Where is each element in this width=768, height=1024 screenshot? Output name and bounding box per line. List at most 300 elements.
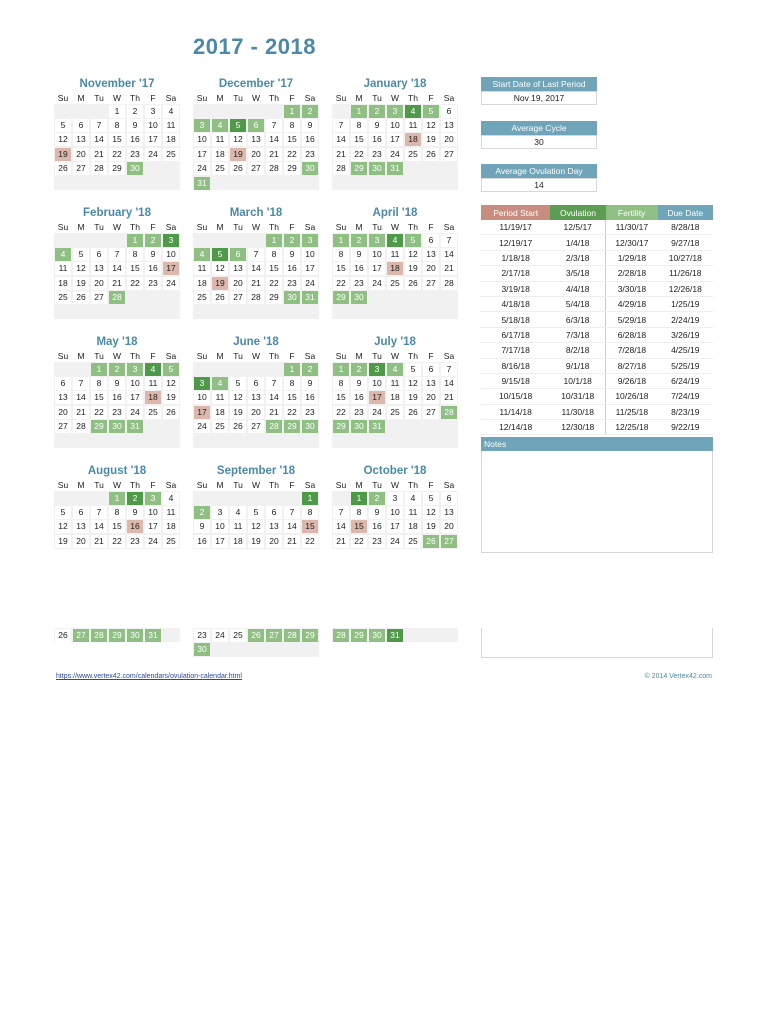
day-cell[interactable]: 20 bbox=[230, 277, 247, 290]
day-cell[interactable]: 30 bbox=[351, 420, 368, 433]
day-cell[interactable]: 28 bbox=[333, 629, 350, 642]
day-cell[interactable]: 19 bbox=[405, 391, 422, 404]
day-cell[interactable]: 28 bbox=[441, 277, 458, 290]
day-cell[interactable]: 15 bbox=[351, 133, 368, 146]
day-cell[interactable]: 23 bbox=[302, 406, 319, 419]
day-cell[interactable]: 27 bbox=[423, 406, 440, 419]
day-cell[interactable]: 23 bbox=[369, 148, 386, 161]
day-cell[interactable]: 23 bbox=[194, 629, 211, 642]
day-cell[interactable]: 18 bbox=[145, 391, 162, 404]
day-cell[interactable]: 6 bbox=[266, 506, 283, 519]
day-cell[interactable]: 9 bbox=[127, 506, 144, 519]
day-cell[interactable]: 25 bbox=[212, 162, 229, 175]
day-cell[interactable]: 10 bbox=[302, 248, 319, 261]
day-cell[interactable]: 4 bbox=[230, 506, 247, 519]
day-cell[interactable]: 4 bbox=[387, 234, 404, 247]
day-cell[interactable]: 1 bbox=[302, 492, 319, 505]
day-cell[interactable]: 14 bbox=[284, 520, 301, 533]
day-cell[interactable]: 25 bbox=[387, 277, 404, 290]
day-cell[interactable]: 22 bbox=[266, 277, 283, 290]
day-cell[interactable]: 15 bbox=[284, 391, 301, 404]
day-cell[interactable]: 1 bbox=[284, 105, 301, 118]
day-cell[interactable]: 9 bbox=[109, 377, 126, 390]
day-cell[interactable]: 8 bbox=[333, 377, 350, 390]
day-cell[interactable]: 15 bbox=[284, 133, 301, 146]
day-cell[interactable]: 18 bbox=[212, 406, 229, 419]
day-cell[interactable]: 19 bbox=[212, 277, 229, 290]
day-cell[interactable]: 5 bbox=[248, 506, 265, 519]
day-cell[interactable]: 13 bbox=[248, 133, 265, 146]
day-cell[interactable]: 22 bbox=[351, 148, 368, 161]
day-cell[interactable]: 6 bbox=[55, 377, 72, 390]
day-cell[interactable]: 20 bbox=[423, 262, 440, 275]
day-cell[interactable]: 23 bbox=[109, 406, 126, 419]
day-cell[interactable]: 21 bbox=[284, 535, 301, 548]
day-cell[interactable]: 21 bbox=[266, 148, 283, 161]
day-cell[interactable]: 27 bbox=[91, 291, 108, 304]
day-cell[interactable]: 19 bbox=[423, 520, 440, 533]
day-cell[interactable]: 16 bbox=[302, 133, 319, 146]
day-cell[interactable]: 2 bbox=[351, 363, 368, 376]
day-cell[interactable]: 11 bbox=[194, 262, 211, 275]
day-cell[interactable]: 3 bbox=[302, 234, 319, 247]
day-cell[interactable]: 28 bbox=[266, 162, 283, 175]
day-cell[interactable]: 15 bbox=[302, 520, 319, 533]
day-cell[interactable]: 30 bbox=[302, 162, 319, 175]
day-cell[interactable]: 26 bbox=[405, 406, 422, 419]
day-cell[interactable]: 17 bbox=[145, 133, 162, 146]
day-cell[interactable]: 12 bbox=[55, 520, 72, 533]
day-cell[interactable]: 22 bbox=[109, 148, 126, 161]
day-cell[interactable]: 28 bbox=[91, 162, 108, 175]
day-cell[interactable]: 10 bbox=[369, 248, 386, 261]
day-cell[interactable]: 13 bbox=[230, 262, 247, 275]
day-cell[interactable]: 3 bbox=[369, 234, 386, 247]
day-cell[interactable]: 17 bbox=[163, 262, 180, 275]
day-cell[interactable]: 4 bbox=[405, 492, 422, 505]
day-cell[interactable]: 1 bbox=[266, 234, 283, 247]
day-cell[interactable]: 16 bbox=[284, 262, 301, 275]
day-cell[interactable]: 22 bbox=[284, 148, 301, 161]
day-cell[interactable]: 19 bbox=[55, 535, 72, 548]
day-cell[interactable]: 9 bbox=[145, 248, 162, 261]
day-cell[interactable]: 13 bbox=[248, 391, 265, 404]
day-cell[interactable]: 30 bbox=[284, 291, 301, 304]
day-cell[interactable]: 23 bbox=[284, 277, 301, 290]
day-cell[interactable]: 5 bbox=[230, 119, 247, 132]
day-cell[interactable]: 12 bbox=[230, 391, 247, 404]
day-cell[interactable]: 4 bbox=[163, 492, 180, 505]
day-cell[interactable]: 5 bbox=[55, 506, 72, 519]
day-cell[interactable]: 11 bbox=[405, 506, 422, 519]
day-cell[interactable]: 8 bbox=[284, 119, 301, 132]
day-cell[interactable]: 15 bbox=[91, 391, 108, 404]
day-cell[interactable]: 18 bbox=[405, 520, 422, 533]
day-cell[interactable]: 11 bbox=[55, 262, 72, 275]
day-cell[interactable]: 18 bbox=[194, 277, 211, 290]
day-cell[interactable]: 19 bbox=[55, 148, 72, 161]
day-cell[interactable]: 21 bbox=[91, 148, 108, 161]
day-cell[interactable]: 18 bbox=[387, 391, 404, 404]
day-cell[interactable]: 24 bbox=[194, 162, 211, 175]
day-cell[interactable]: 22 bbox=[333, 277, 350, 290]
day-cell[interactable]: 7 bbox=[266, 119, 283, 132]
day-cell[interactable]: 6 bbox=[248, 377, 265, 390]
day-cell[interactable]: 8 bbox=[351, 119, 368, 132]
day-cell[interactable]: 6 bbox=[441, 105, 458, 118]
day-cell[interactable]: 2 bbox=[351, 234, 368, 247]
day-cell[interactable]: 31 bbox=[127, 420, 144, 433]
day-cell[interactable]: 25 bbox=[230, 629, 247, 642]
day-cell[interactable]: 14 bbox=[333, 133, 350, 146]
day-cell[interactable]: 17 bbox=[369, 391, 386, 404]
day-cell[interactable]: 5 bbox=[423, 105, 440, 118]
day-cell[interactable]: 6 bbox=[423, 363, 440, 376]
day-cell[interactable]: 7 bbox=[333, 119, 350, 132]
day-cell[interactable]: 31 bbox=[387, 162, 404, 175]
day-cell[interactable]: 3 bbox=[194, 119, 211, 132]
day-cell[interactable]: 26 bbox=[230, 420, 247, 433]
day-cell[interactable]: 14 bbox=[109, 262, 126, 275]
day-cell[interactable]: 8 bbox=[302, 506, 319, 519]
day-cell[interactable]: 8 bbox=[284, 377, 301, 390]
day-cell[interactable]: 4 bbox=[405, 105, 422, 118]
day-cell[interactable]: 19 bbox=[230, 148, 247, 161]
day-cell[interactable]: 5 bbox=[405, 234, 422, 247]
notes-area-continued[interactable] bbox=[481, 628, 713, 658]
day-cell[interactable]: 17 bbox=[369, 262, 386, 275]
day-cell[interactable]: 20 bbox=[266, 535, 283, 548]
day-cell[interactable]: 30 bbox=[127, 629, 144, 642]
day-cell[interactable]: 7 bbox=[109, 248, 126, 261]
day-cell[interactable]: 19 bbox=[73, 277, 90, 290]
day-cell[interactable]: 29 bbox=[109, 629, 126, 642]
day-cell[interactable]: 10 bbox=[127, 377, 144, 390]
day-cell[interactable]: 1 bbox=[351, 492, 368, 505]
day-cell[interactable]: 24 bbox=[127, 406, 144, 419]
day-cell[interactable]: 30 bbox=[369, 629, 386, 642]
day-cell[interactable]: 21 bbox=[441, 262, 458, 275]
day-cell[interactable]: 28 bbox=[91, 629, 108, 642]
day-cell[interactable]: 1 bbox=[351, 105, 368, 118]
day-cell[interactable]: 12 bbox=[55, 133, 72, 146]
day-cell[interactable]: 7 bbox=[333, 506, 350, 519]
day-cell[interactable]: 26 bbox=[55, 162, 72, 175]
day-cell[interactable]: 2 bbox=[127, 105, 144, 118]
average-cycle-field[interactable]: 30 bbox=[481, 135, 597, 149]
day-cell[interactable]: 25 bbox=[145, 406, 162, 419]
day-cell[interactable]: 13 bbox=[73, 520, 90, 533]
day-cell[interactable]: 28 bbox=[73, 420, 90, 433]
day-cell[interactable]: 10 bbox=[163, 248, 180, 261]
day-cell[interactable]: 3 bbox=[212, 506, 229, 519]
day-cell[interactable]: 29 bbox=[333, 291, 350, 304]
day-cell[interactable]: 26 bbox=[423, 535, 440, 548]
day-cell[interactable]: 17 bbox=[387, 133, 404, 146]
day-cell[interactable]: 7 bbox=[441, 363, 458, 376]
day-cell[interactable]: 8 bbox=[351, 506, 368, 519]
day-cell[interactable]: 14 bbox=[266, 391, 283, 404]
day-cell[interactable]: 19 bbox=[248, 535, 265, 548]
day-cell[interactable]: 27 bbox=[441, 148, 458, 161]
day-cell[interactable]: 22 bbox=[91, 406, 108, 419]
day-cell[interactable]: 19 bbox=[163, 391, 180, 404]
day-cell[interactable]: 14 bbox=[333, 520, 350, 533]
day-cell[interactable]: 26 bbox=[163, 406, 180, 419]
day-cell[interactable]: 14 bbox=[91, 133, 108, 146]
day-cell[interactable]: 4 bbox=[145, 363, 162, 376]
day-cell[interactable]: 18 bbox=[163, 133, 180, 146]
day-cell[interactable]: 3 bbox=[145, 492, 162, 505]
start-date-field[interactable]: Nov 19, 2017 bbox=[481, 91, 597, 105]
day-cell[interactable]: 10 bbox=[369, 377, 386, 390]
day-cell[interactable]: 10 bbox=[212, 520, 229, 533]
day-cell[interactable]: 13 bbox=[55, 391, 72, 404]
day-cell[interactable]: 30 bbox=[302, 420, 319, 433]
day-cell[interactable]: 16 bbox=[194, 535, 211, 548]
day-cell[interactable]: 18 bbox=[163, 520, 180, 533]
day-cell[interactable]: 4 bbox=[163, 105, 180, 118]
day-cell[interactable]: 27 bbox=[73, 629, 90, 642]
day-cell[interactable]: 21 bbox=[91, 535, 108, 548]
day-cell[interactable]: 24 bbox=[212, 629, 229, 642]
day-cell[interactable]: 27 bbox=[248, 162, 265, 175]
day-cell[interactable]: 11 bbox=[163, 119, 180, 132]
day-cell[interactable]: 13 bbox=[266, 520, 283, 533]
day-cell[interactable]: 16 bbox=[351, 391, 368, 404]
day-cell[interactable]: 17 bbox=[387, 520, 404, 533]
day-cell[interactable]: 10 bbox=[387, 506, 404, 519]
day-cell[interactable]: 13 bbox=[441, 119, 458, 132]
day-cell[interactable]: 5 bbox=[163, 363, 180, 376]
day-cell[interactable]: 12 bbox=[405, 377, 422, 390]
day-cell[interactable]: 27 bbox=[423, 277, 440, 290]
day-cell[interactable]: 12 bbox=[230, 133, 247, 146]
day-cell[interactable]: 10 bbox=[145, 506, 162, 519]
day-cell[interactable]: 1 bbox=[109, 105, 126, 118]
day-cell[interactable]: 6 bbox=[423, 234, 440, 247]
day-cell[interactable]: 23 bbox=[369, 535, 386, 548]
day-cell[interactable]: 11 bbox=[212, 133, 229, 146]
day-cell[interactable]: 27 bbox=[266, 629, 283, 642]
day-cell[interactable]: 2 bbox=[194, 506, 211, 519]
day-cell[interactable]: 3 bbox=[127, 363, 144, 376]
day-cell[interactable]: 4 bbox=[194, 248, 211, 261]
day-cell[interactable]: 13 bbox=[91, 262, 108, 275]
day-cell[interactable]: 12 bbox=[212, 262, 229, 275]
day-cell[interactable]: 1 bbox=[91, 363, 108, 376]
day-cell[interactable]: 31 bbox=[369, 420, 386, 433]
day-cell[interactable]: 29 bbox=[109, 162, 126, 175]
day-cell[interactable]: 27 bbox=[248, 420, 265, 433]
day-cell[interactable]: 24 bbox=[145, 535, 162, 548]
day-cell[interactable]: 10 bbox=[387, 119, 404, 132]
day-cell[interactable]: 20 bbox=[73, 148, 90, 161]
day-cell[interactable]: 23 bbox=[127, 148, 144, 161]
day-cell[interactable]: 26 bbox=[73, 291, 90, 304]
day-cell[interactable]: 19 bbox=[423, 133, 440, 146]
day-cell[interactable]: 18 bbox=[212, 148, 229, 161]
day-cell[interactable]: 1 bbox=[127, 234, 144, 247]
day-cell[interactable]: 24 bbox=[369, 406, 386, 419]
day-cell[interactable]: 28 bbox=[266, 420, 283, 433]
day-cell[interactable]: 7 bbox=[441, 234, 458, 247]
day-cell[interactable]: 25 bbox=[405, 148, 422, 161]
day-cell[interactable]: 11 bbox=[163, 506, 180, 519]
day-cell[interactable]: 9 bbox=[369, 119, 386, 132]
day-cell[interactable]: 14 bbox=[441, 377, 458, 390]
day-cell[interactable]: 26 bbox=[248, 629, 265, 642]
day-cell[interactable]: 1 bbox=[333, 234, 350, 247]
day-cell[interactable]: 8 bbox=[333, 248, 350, 261]
day-cell[interactable]: 29 bbox=[284, 420, 301, 433]
day-cell[interactable]: 21 bbox=[248, 277, 265, 290]
day-cell[interactable]: 21 bbox=[73, 406, 90, 419]
day-cell[interactable]: 2 bbox=[284, 234, 301, 247]
day-cell[interactable]: 2 bbox=[109, 363, 126, 376]
day-cell[interactable]: 18 bbox=[55, 277, 72, 290]
day-cell[interactable]: 31 bbox=[302, 291, 319, 304]
day-cell[interactable]: 3 bbox=[387, 105, 404, 118]
day-cell[interactable]: 9 bbox=[127, 119, 144, 132]
day-cell[interactable]: 9 bbox=[284, 248, 301, 261]
day-cell[interactable]: 24 bbox=[163, 277, 180, 290]
day-cell[interactable]: 20 bbox=[55, 406, 72, 419]
day-cell[interactable]: 5 bbox=[55, 119, 72, 132]
day-cell[interactable]: 6 bbox=[248, 119, 265, 132]
day-cell[interactable]: 20 bbox=[73, 535, 90, 548]
day-cell[interactable]: 25 bbox=[212, 420, 229, 433]
day-cell[interactable]: 28 bbox=[248, 291, 265, 304]
day-cell[interactable]: 20 bbox=[248, 148, 265, 161]
day-cell[interactable]: 11 bbox=[145, 377, 162, 390]
day-cell[interactable]: 15 bbox=[333, 391, 350, 404]
day-cell[interactable]: 10 bbox=[194, 133, 211, 146]
day-cell[interactable]: 24 bbox=[369, 277, 386, 290]
day-cell[interactable]: 31 bbox=[194, 177, 211, 190]
day-cell[interactable]: 1 bbox=[284, 363, 301, 376]
day-cell[interactable]: 25 bbox=[194, 291, 211, 304]
day-cell[interactable]: 21 bbox=[333, 535, 350, 548]
day-cell[interactable]: 17 bbox=[194, 406, 211, 419]
day-cell[interactable]: 30 bbox=[127, 162, 144, 175]
day-cell[interactable]: 5 bbox=[230, 377, 247, 390]
day-cell[interactable]: 15 bbox=[127, 262, 144, 275]
day-cell[interactable]: 19 bbox=[230, 406, 247, 419]
day-cell[interactable]: 17 bbox=[127, 391, 144, 404]
day-cell[interactable]: 24 bbox=[302, 277, 319, 290]
day-cell[interactable]: 22 bbox=[302, 535, 319, 548]
day-cell[interactable]: 9 bbox=[351, 377, 368, 390]
day-cell[interactable]: 2 bbox=[302, 105, 319, 118]
day-cell[interactable]: 9 bbox=[194, 520, 211, 533]
day-cell[interactable]: 14 bbox=[73, 391, 90, 404]
day-cell[interactable]: 25 bbox=[163, 148, 180, 161]
day-cell[interactable]: 8 bbox=[266, 248, 283, 261]
day-cell[interactable]: 23 bbox=[127, 535, 144, 548]
day-cell[interactable]: 5 bbox=[73, 248, 90, 261]
day-cell[interactable]: 14 bbox=[441, 248, 458, 261]
day-cell[interactable]: 11 bbox=[387, 377, 404, 390]
day-cell[interactable]: 21 bbox=[266, 406, 283, 419]
day-cell[interactable]: 3 bbox=[145, 105, 162, 118]
day-cell[interactable]: 14 bbox=[248, 262, 265, 275]
day-cell[interactable]: 4 bbox=[55, 248, 72, 261]
day-cell[interactable]: 10 bbox=[194, 391, 211, 404]
day-cell[interactable]: 30 bbox=[194, 643, 211, 656]
day-cell[interactable]: 14 bbox=[91, 520, 108, 533]
day-cell[interactable]: 29 bbox=[266, 291, 283, 304]
day-cell[interactable]: 30 bbox=[351, 291, 368, 304]
day-cell[interactable]: 29 bbox=[91, 420, 108, 433]
day-cell[interactable]: 7 bbox=[248, 248, 265, 261]
day-cell[interactable]: 16 bbox=[302, 391, 319, 404]
day-cell[interactable]: 16 bbox=[127, 133, 144, 146]
day-cell[interactable]: 23 bbox=[351, 277, 368, 290]
day-cell[interactable]: 9 bbox=[369, 506, 386, 519]
day-cell[interactable]: 10 bbox=[145, 119, 162, 132]
day-cell[interactable]: 15 bbox=[266, 262, 283, 275]
day-cell[interactable]: 20 bbox=[441, 133, 458, 146]
day-cell[interactable]: 28 bbox=[441, 406, 458, 419]
day-cell[interactable]: 17 bbox=[302, 262, 319, 275]
day-cell[interactable]: 15 bbox=[333, 262, 350, 275]
day-cell[interactable]: 20 bbox=[441, 520, 458, 533]
day-cell[interactable]: 26 bbox=[423, 148, 440, 161]
day-cell[interactable]: 30 bbox=[369, 162, 386, 175]
day-cell[interactable]: 22 bbox=[127, 277, 144, 290]
day-cell[interactable]: 7 bbox=[91, 119, 108, 132]
day-cell[interactable]: 16 bbox=[369, 520, 386, 533]
day-cell[interactable]: 25 bbox=[387, 406, 404, 419]
day-cell[interactable]: 24 bbox=[387, 148, 404, 161]
average-ovulation-field[interactable]: 14 bbox=[481, 178, 597, 192]
source-link[interactable]: https://www.vertex42.com/calendars/ovulation-calendar.html bbox=[56, 673, 242, 680]
day-cell[interactable]: 18 bbox=[387, 262, 404, 275]
day-cell[interactable]: 3 bbox=[387, 492, 404, 505]
day-cell[interactable]: 4 bbox=[212, 119, 229, 132]
day-cell[interactable]: 11 bbox=[405, 119, 422, 132]
day-cell[interactable]: 20 bbox=[423, 391, 440, 404]
day-cell[interactable]: 19 bbox=[405, 262, 422, 275]
day-cell[interactable]: 22 bbox=[284, 406, 301, 419]
day-cell[interactable]: 1 bbox=[109, 492, 126, 505]
day-cell[interactable]: 12 bbox=[423, 506, 440, 519]
day-cell[interactable]: 31 bbox=[145, 629, 162, 642]
day-cell[interactable]: 26 bbox=[212, 291, 229, 304]
day-cell[interactable]: 22 bbox=[109, 535, 126, 548]
day-cell[interactable]: 27 bbox=[55, 420, 72, 433]
day-cell[interactable]: 21 bbox=[109, 277, 126, 290]
day-cell[interactable]: 26 bbox=[405, 277, 422, 290]
day-cell[interactable]: 27 bbox=[441, 535, 458, 548]
day-cell[interactable]: 7 bbox=[266, 377, 283, 390]
day-cell[interactable]: 4 bbox=[212, 377, 229, 390]
day-cell[interactable]: 13 bbox=[423, 248, 440, 261]
day-cell[interactable]: 5 bbox=[212, 248, 229, 261]
day-cell[interactable]: 31 bbox=[387, 629, 404, 642]
day-cell[interactable]: 7 bbox=[91, 506, 108, 519]
day-cell[interactable]: 13 bbox=[423, 377, 440, 390]
day-cell[interactable]: 12 bbox=[163, 377, 180, 390]
day-cell[interactable]: 6 bbox=[73, 119, 90, 132]
day-cell[interactable]: 2 bbox=[145, 234, 162, 247]
day-cell[interactable]: 23 bbox=[302, 148, 319, 161]
day-cell[interactable]: 2 bbox=[369, 492, 386, 505]
day-cell[interactable]: 6 bbox=[91, 248, 108, 261]
day-cell[interactable]: 12 bbox=[248, 520, 265, 533]
day-cell[interactable]: 5 bbox=[405, 363, 422, 376]
